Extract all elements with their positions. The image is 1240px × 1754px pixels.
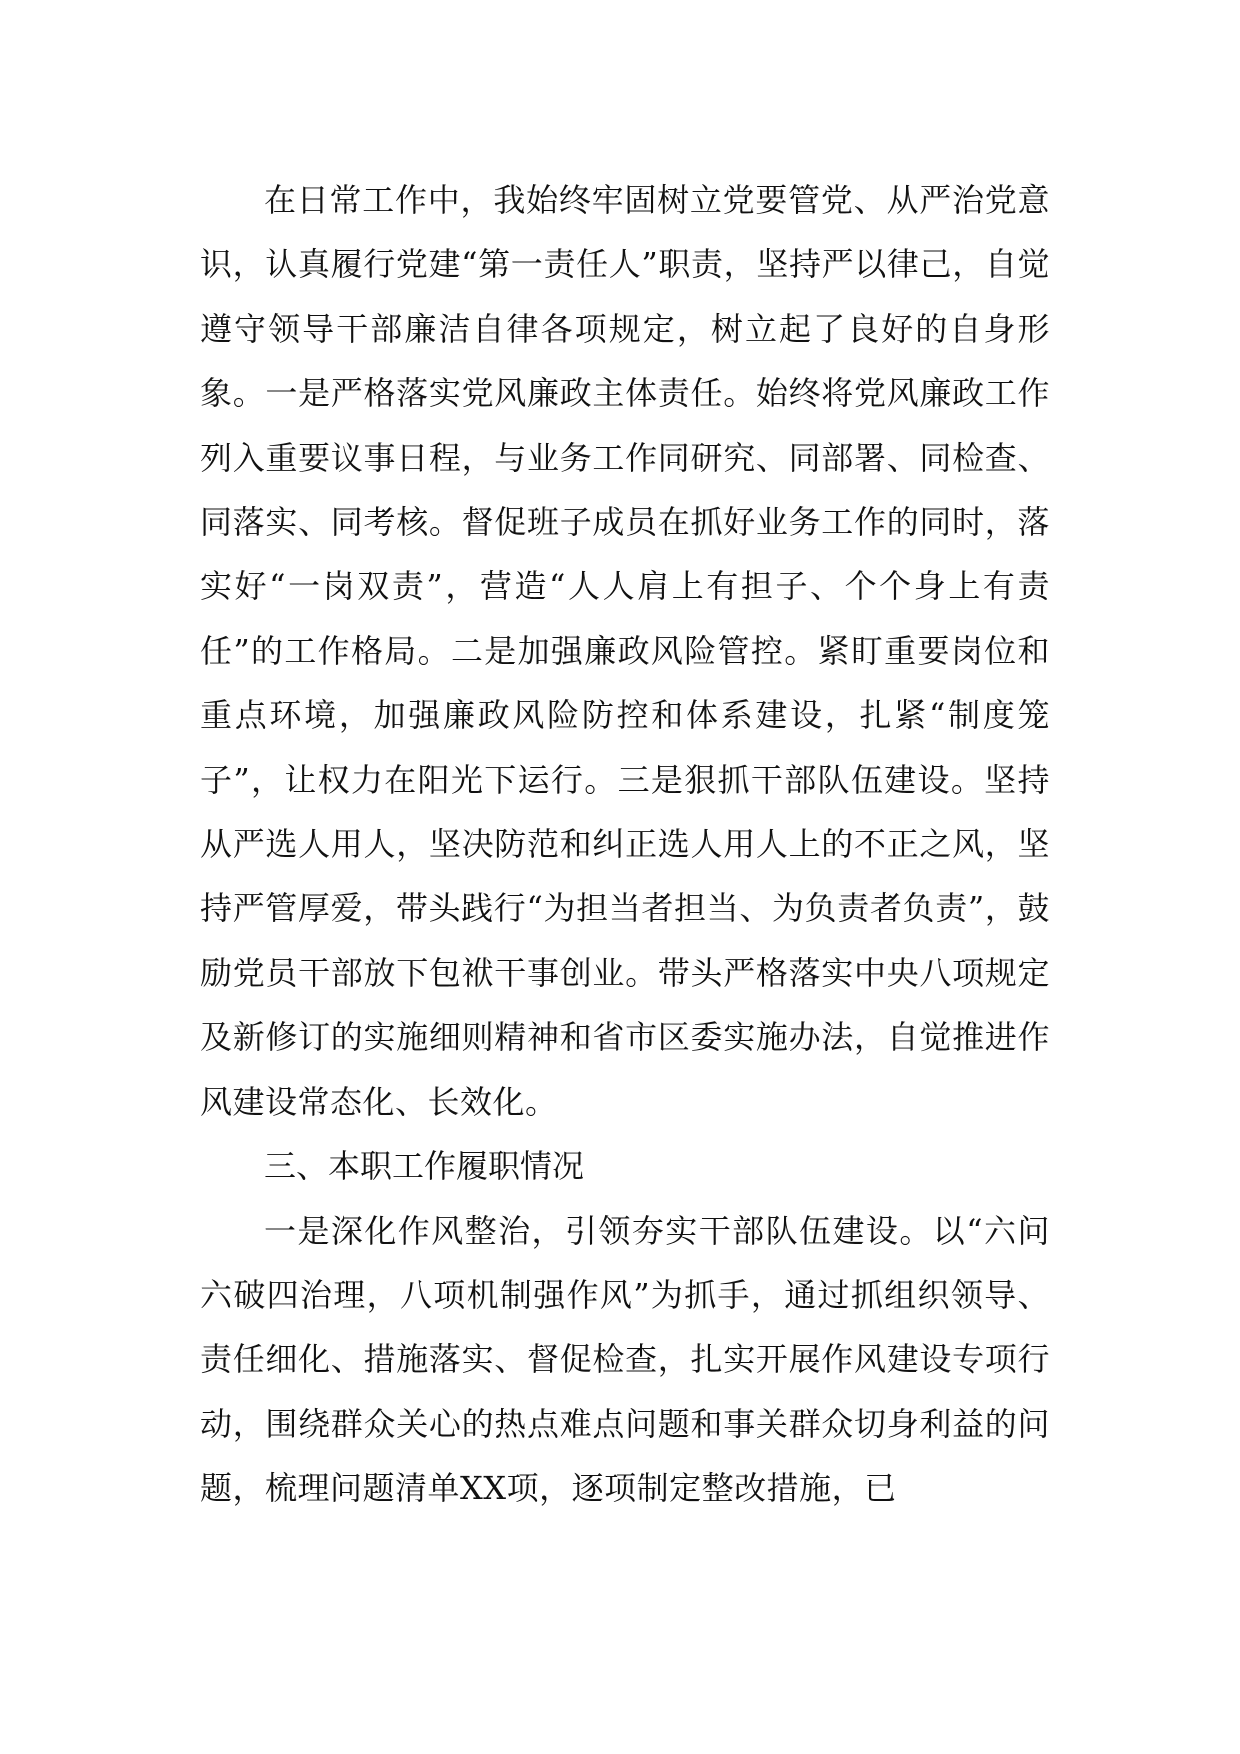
section-heading: 三、本职工作履职情况 bbox=[264, 1147, 585, 1186]
paragraph-party-conduct: 在日常工作中，我始终牢固树立党要管党、从严治党意识，认真履行党建“第一责任人”职责，坚持严以律己，自觉遵守领导干部廉洁自律各项规定，树立起了良好的自身形象。一是严格落实党风廉政主体责任。始终将党风廉政工作列入重要议事日程，与业务工作同研究、同部署、同检查、同落实、同考核。督促班子成员在抓好业务工作的同时，落实好“一岗双责”，营造“人人肩上有担子、个个身上有责任”的工作格局。二是加强廉政风险管控。紧盯重要岗位和重点环境，加强廉政风险防控和体系建设，扎紧“制度笼子”，让权力在阳光下运行。三是狠抓干部队伍建设。坚持从严选人用人，坚决防范和纠正选人用人上的不正之风，坚持严管厚爱，带头践行“为担当者担当、为负责者负责”，鼓励党员干部放下包袱干事创业。带头严格落实中央八项规定及新修订的实施细则精神和省市区委实施办法，自觉推进作风建设常态化、长效化。 bbox=[200, 181, 1050, 1121]
paragraph-work-style: 一是深化作风整治，引领夯实干部队伍建设。以“六问六破四治理，八项机制强作风”为抓手，通过抓组织领导、责任细化、措施落实、督促检查，扎实开展作风建设专项行动，围绕群众关心的热点难点问题和事关群众切身利益的问题，梳理问题清单XX项，逐项制定整改措施，已 bbox=[200, 1211, 1050, 1508]
document-body bbox=[200, 168, 1050, 1521]
